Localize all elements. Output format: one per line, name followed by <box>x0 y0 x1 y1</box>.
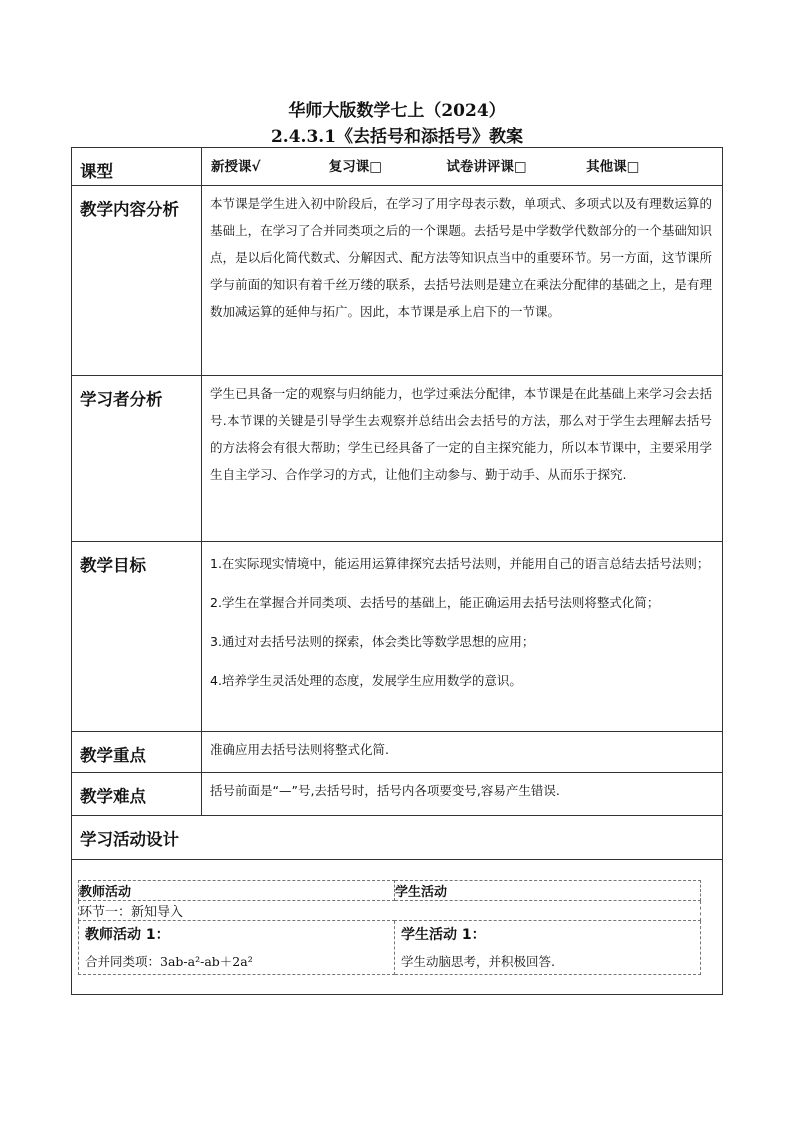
learner-analysis-row <box>72 376 723 542</box>
objectives-row <box>72 542 723 732</box>
learner-analysis-label: 学习者分析 <box>72 376 202 542</box>
key-points-text: 准确应用去括号法则将整式化简. <box>202 732 723 773</box>
teacher-activity-1-body <box>79 944 394 974</box>
content-analysis-row <box>72 186 723 376</box>
student-activity-1 <box>395 921 701 975</box>
teacher-activity-header: 教师活动 <box>79 881 395 901</box>
teacher-activity-1-title: 教师活动 1： <box>85 927 170 943</box>
course-type-row <box>72 148 723 186</box>
learner-analysis-text: 学生已具备一定的观察与归纳能力，也学过乘法分配律，本节课是在此基础上来学习会去括号.本节课的关键是引导学生去观察并总结出会去括号的方法，那么对于学生去理解去括号的方法将会有很大帮助；学生已经具备了一定的自主探究能力，所以本节课中，主要采用学生自主学习、合作学习的方式，让他们主动参与、勤于动手、从而乐于探究. <box>202 376 723 542</box>
objective-item: 1.在实际现实情境中，能运用运算律探究去括号法则，并能用自己的语言总结去括号法则； <box>210 556 710 571</box>
student-activity-header: 学生活动 <box>395 881 701 901</box>
teacher-activity-1-prefix: 合并同类项： <box>85 954 161 969</box>
activity-table-row <box>72 860 723 995</box>
difficult-points-label: 教学难点 <box>72 773 202 816</box>
key-points-label: 教学重点 <box>72 732 202 773</box>
objectives-label: 教学目标 <box>72 542 202 732</box>
option-exam-review: 试卷讲评课□ <box>446 159 527 175</box>
doc-title: 华师大版数学七上（2024） <box>288 101 506 121</box>
activity-design-row <box>72 816 723 860</box>
link-one: 环节一：新知导入 <box>79 901 701 921</box>
objective-item: 2.学生在掌握合并同类项、去括号的基础上，能正确运用去括号法则将整式化简； <box>210 595 660 610</box>
student-activity-1-title: 学生活动 1： <box>401 927 486 943</box>
student-activity-1-body: 学生动脑思考，并积极回答. <box>401 954 555 969</box>
lesson-plan-table <box>71 147 723 995</box>
difficult-points-text: 括号前面是“—”号,去括号时，括号内各项要变号,容易产生错误. <box>202 773 723 816</box>
objective-item: 3.通过对去括号法则的探索，体会类比等数学思想的应用； <box>210 634 535 649</box>
activity-table-cell <box>72 860 723 995</box>
content-analysis-label: 教学内容分析 <box>72 186 202 376</box>
objectives-list <box>202 542 723 732</box>
option-new-lesson: 新授课√ <box>211 159 261 175</box>
course-type-options <box>202 148 723 186</box>
option-other: 其他课□ <box>586 159 640 175</box>
key-points-row <box>72 732 723 773</box>
content-analysis-text: 本节课是学生进入初中阶段后，在学习了用字母表示数，单项式、多项式以及有理数运算的基础上，在学习了合并同类项之后的一个课题。去括号是中学数学代数部分的一个基础知识点，是以后化简代数式、分解因式、配方法等知识点当中的重要环节。另一方面，这节课所学与前面的知识有着千丝万缕的联系，去括号法则是建立在乘法分配律的基础之上，是有理数加减运算的延伸与拓广。因此，本节课是承上启下的一节课。 <box>202 186 723 376</box>
objective-item: 4.培养学生灵活处理的态度，发展学生应用数学的意识。 <box>210 673 522 688</box>
teacher-activity-1 <box>79 921 395 975</box>
doc-subtitle: 2.4.3.1《去括号和添括号》教案 <box>270 127 524 147</box>
activity-table <box>78 880 701 975</box>
teacher-activity-1-expression: 3ab-a²-ab＋2a² <box>160 954 253 969</box>
course-type-label: 课型 <box>72 148 202 186</box>
activity-design-label: 学习活动设计 <box>72 816 723 860</box>
difficult-points-row <box>72 773 723 816</box>
option-review: 复习课□ <box>328 159 382 175</box>
